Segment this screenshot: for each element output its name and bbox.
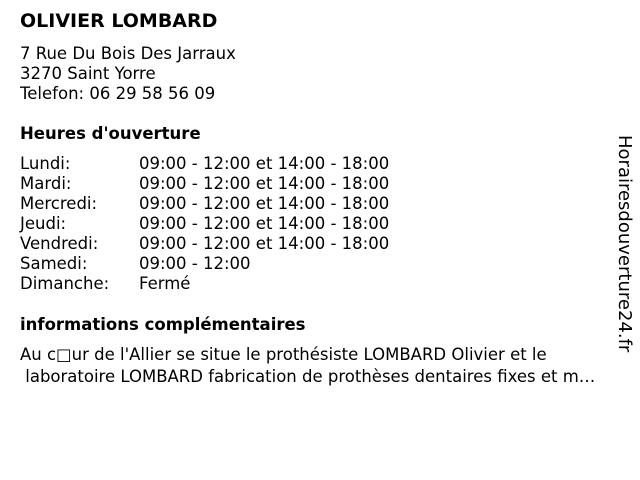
business-name: OLIVIER LOMBARD <box>20 10 218 32</box>
info-heading: informations complémentaires <box>20 315 306 334</box>
info-line-1: Au c□ur de l'Allier se situe le prothésiste LOMBARD Olivier et le <box>20 345 547 364</box>
day-label: Vendredi: <box>20 234 99 253</box>
day-label: Mardi: <box>20 174 72 193</box>
phone-number: Telefon: 06 29 58 56 09 <box>20 84 216 103</box>
day-label: Samedi: <box>20 254 88 273</box>
watermark: Horairesdouverture24.fr <box>614 135 635 353</box>
time-value: 09:00 - 12:00 et 14:00 - 18:00 <box>139 174 390 193</box>
time-value: 09:00 - 12:00 et 14:00 - 18:00 <box>139 154 390 173</box>
day-label: Dimanche: <box>20 274 110 293</box>
hours-heading: Heures d'ouverture <box>20 124 201 143</box>
day-label: Mercredi: <box>20 194 98 213</box>
time-value: 09:00 - 12:00 et 14:00 - 18:00 <box>139 214 390 233</box>
time-value: 09:00 - 12:00 et 14:00 - 18:00 <box>139 234 390 253</box>
day-label: Jeudi: <box>20 214 67 233</box>
day-label: Lundi: <box>20 154 71 173</box>
time-value: 09:00 - 12:00 <box>139 254 251 273</box>
time-value: 09:00 - 12:00 et 14:00 - 18:00 <box>139 194 390 213</box>
address-city: 3270 Saint Yorre <box>20 64 156 83</box>
time-value: Fermé <box>139 274 191 293</box>
info-line-2: laboratoire LOMBARD fabrication de prothèses dentaires fixes et m… <box>20 367 596 386</box>
address-street: 7 Rue Du Bois Des Jarraux <box>20 44 236 63</box>
info-description <box>20 344 635 388</box>
